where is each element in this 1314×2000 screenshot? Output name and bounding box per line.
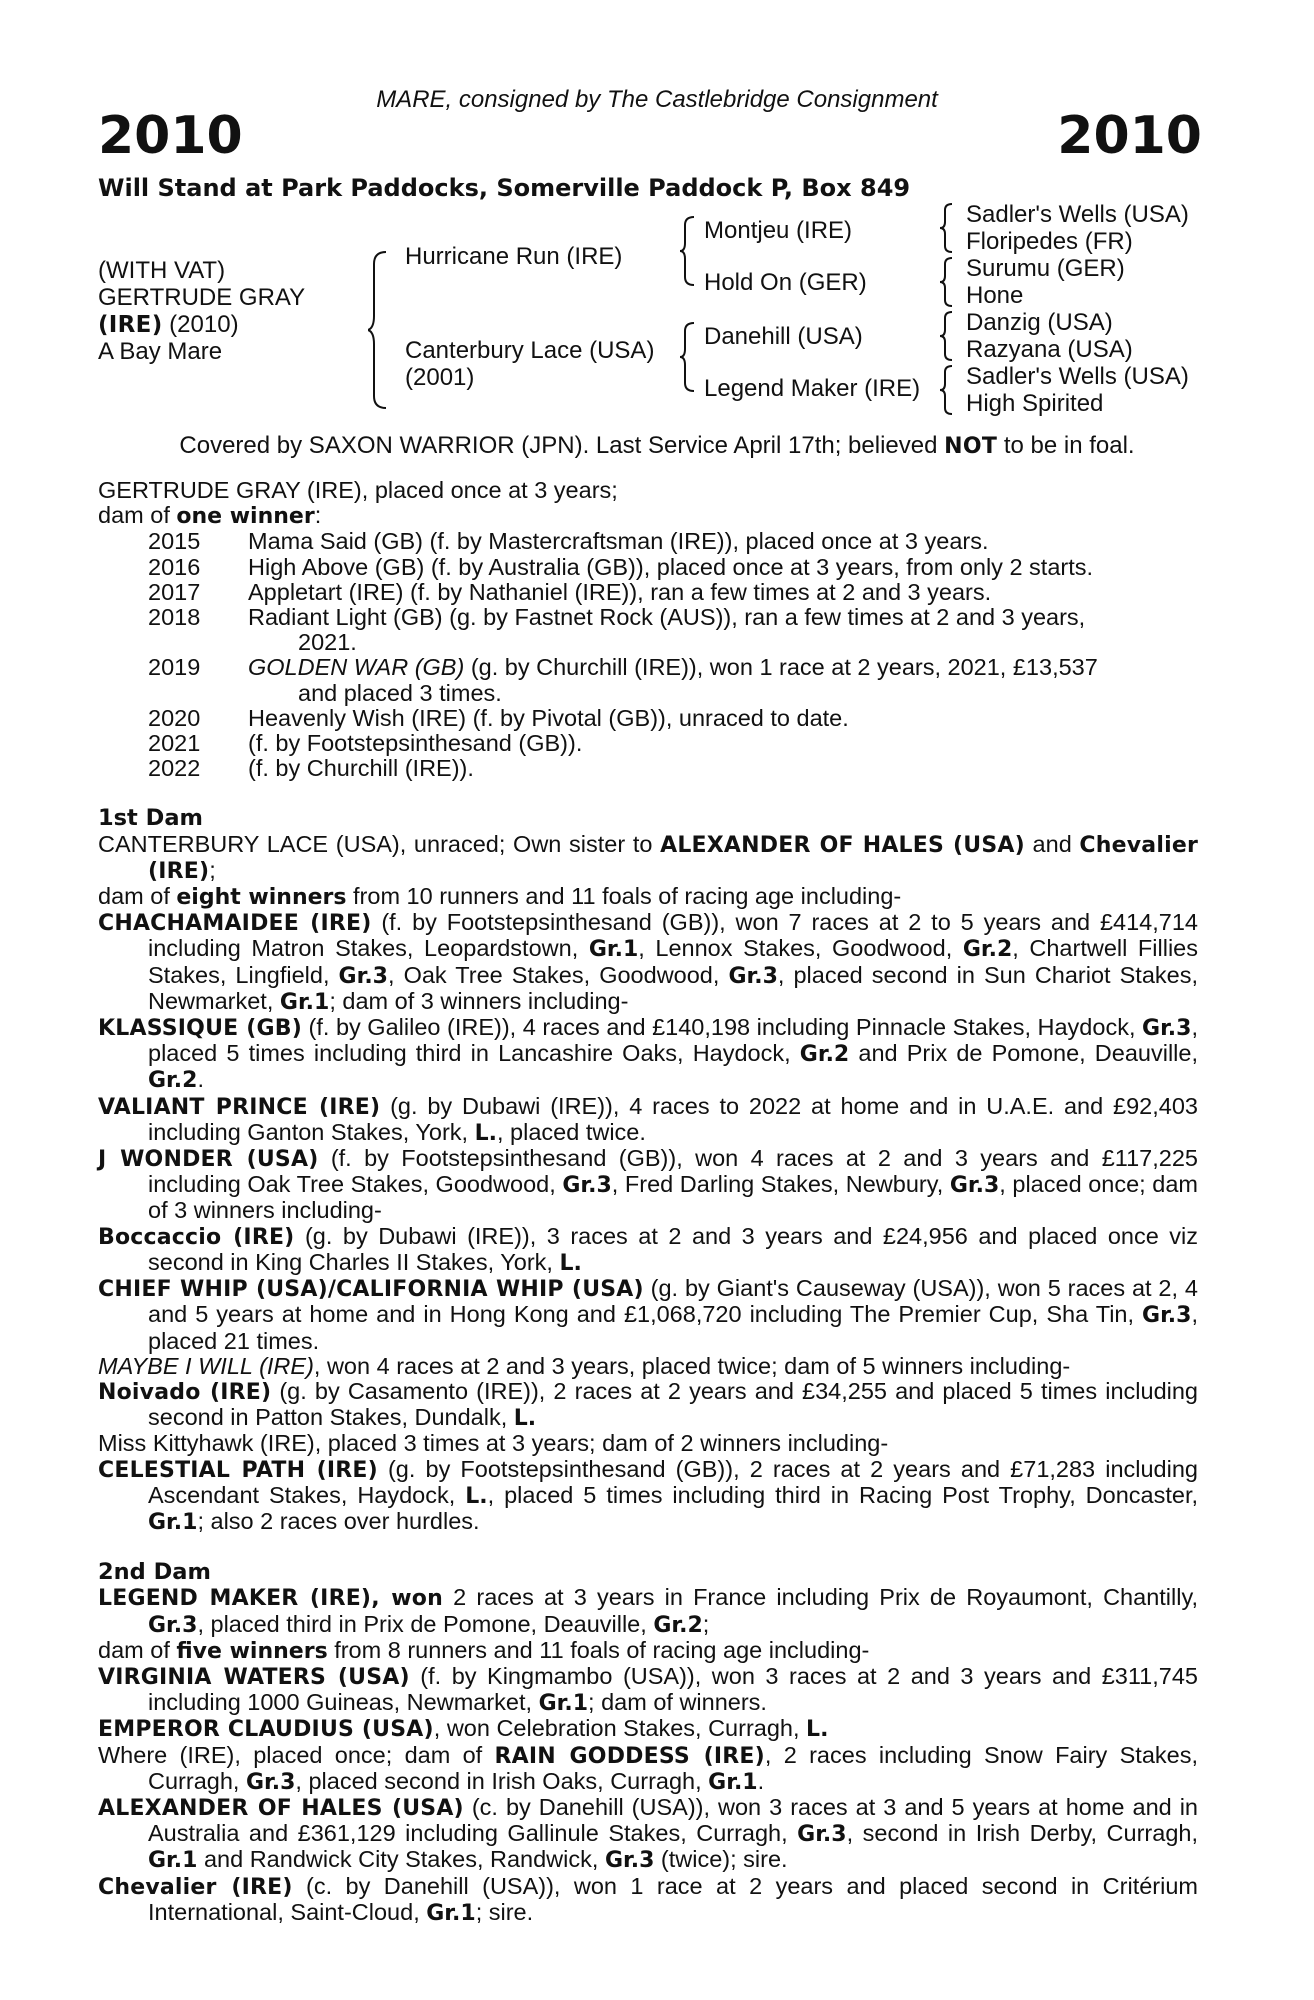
horse-description: A Bay Mare [98,338,223,365]
produce-item: 2022 (f. by Churchill (IRE)). [148,755,474,782]
first-dam-dam-of: dam of eight winners from 10 runners and 11 foals of racing age including- [98,883,902,911]
produce-item: 2016 High Above (GB) (f. by Australia (GB)), placed once at 3 years, from only 2 starts. [148,553,1094,580]
first-dam-produce-5a: CELESTIAL PATH (IRE) (g. by Footstepsinthesand (GB)), 2 races at 2 years and £71,283 including Ascendant Stakes, Haydock, L., placed 5 times including third in Racing Post Trophy, Doncaster, Gr.1; also 2 races over hurdles. [98,1455,1199,1535]
second-dam-dam-of: dam of five winners from 8 runners and 11 foals of racing age including- [98,1636,870,1664]
ancestor-3: Surumu (GER) [966,255,1125,282]
consignor-line: MARE, consigned by The Castlebridge Consignment [376,86,938,113]
ancestor-2: Floripedes (FR) [966,228,1133,255]
first-dam-produce-5: Miss Kittyhawk (IRE), placed 3 times at 3 years; dam of 2 winners including- [98,1430,889,1457]
produce-item-cont: and placed 3 times. [298,679,502,706]
produce-item: 2018 Radiant Light (GB) (g. by Fastnet Rock (AUS)), ran a few times at 2 and 3 years, [148,604,1086,631]
first-dam-produce-3: CHIEF WHIP (USA)/CALIFORNIA WHIP (USA) (g. by Giant's Causeway (USA)), won 5 races at 2, 4 and 5 years at home and in Hong Kong and £1,068,720 including The Premier Cup, Sha Tin, Gr.3, placed 21 times. [98,1275,1198,1354]
dam-sire: Danehill (USA) [704,323,863,350]
produce-item: 2015 Mama Said (GB) (f. by Mastercraftsman (IRE)), placed once at 3 years. [148,528,989,555]
catalogue-body [98,478,1198,1926]
second-dam-produce-2: ALEXANDER OF HALES (USA) (c. by Danehill (USA)), won 3 races at 3 and 5 years at home and in Australia and £361,129 including Gallinule Stakes, Curragh, Gr.3, second in Irish Derby, Curragh, Gr.1 and Randwick City Stakes, Randwick, Gr.3 (twice); sire. [98,1793,1198,1874]
vat-note: (WITH VAT) [98,257,226,284]
brace-g2 [940,256,954,308]
produce-item: 2021 (f. by Footstepsinthesand (GB)). [148,730,583,757]
produce-item-cont: 2021. [298,629,357,656]
dam-brace [680,321,696,393]
horse-origin: (IRE) (2010) [98,311,239,338]
ancestor-8: High Spirited [966,390,1104,417]
first-dam-produce-4: MAYBE I WILL (IRE), won 4 races at 2 and 3 years, placed twice; dam of 5 winners including- [98,1352,1071,1379]
brace-g4 [940,364,954,416]
main-brace [368,250,390,410]
sire-sire: Montjeu (IRE) [704,217,853,244]
year-right: 2010 [1057,106,1202,166]
sire-brace [680,215,696,287]
second-dam-produce-3: Chevalier (IRE) (c. by Danehill (USA)), won 1 race at 2 years and placed second in Critérium International, Saint-Cloud, Gr.1; sire. [98,1872,1198,1926]
produce-intro: GERTRUDE GRAY (IRE), placed once at 3 years; [98,477,618,503]
second-dam-heading: 2nd Dam [98,1559,211,1586]
produce-item: 2020 Heavenly Wish (IRE) (f. by Pivotal (GB)), unraced to date. [148,704,849,731]
stand-location: Will Stand at Park Paddocks, Somerville Paddock P, Box 849 [98,174,911,202]
ancestor-1: Sadler's Wells (USA) [966,201,1189,228]
horse-name: GERTRUDE GRAY [98,284,306,311]
ancestor-6: Razyana (USA) [966,336,1133,363]
covering-note: Covered by SAXON WARRIOR (JPN). Last Service April 17th; believed NOT to be in foal. [179,432,1135,459]
dam-dam: Legend Maker (IRE) [704,375,921,402]
produce-dam-of: dam of one winner: [98,502,322,530]
first-dam-intro: CANTERBURY LACE (USA), unraced; Own sister to ALEXANDER OF HALES (USA) and Chevalier (IRE); [98,830,1198,884]
second-dam-intro: LEGEND MAKER (IRE), won 2 races at 3 years in France including Prix de Royaumont, Chantilly, Gr.3, placed third in Prix de Pomone, Deauville, Gr.2; [98,1584,1198,1638]
ancestor-5: Danzig (USA) [966,309,1113,336]
second-dam-produce-1a: EMPEROR CLAUDIUS (USA), won Celebration Stakes, Curragh, L. [98,1715,829,1743]
year-left: 2010 [98,106,243,166]
sire-dam: Hold On (GER) [704,269,867,296]
brace-g3 [940,310,954,362]
first-dam-produce-2: J WONDER (USA) (f. by Footstepsinthesand (GB)), won 4 races at 2 and 3 years and £117,225 including Oak Tree Stakes, Goodwood, Gr.3, Fred Darling Stakes, Newbury, Gr.3, placed once; dam of 3 winners including- [98,1145,1198,1224]
second-dam-produce-1b: Where (IRE), placed once; dam of RAIN GODDESS (IRE), 2 races including Snow Fairy Stakes, Curragh, Gr.3, placed second in Irish Oaks, Curragh, Gr.1. [98,1741,1198,1795]
ancestor-7: Sadler's Wells (USA) [966,363,1189,390]
ancestor-4: Hone [966,282,1024,309]
first-dam-produce-1a: KLASSIQUE (GB) (f. by Galileo (IRE)), 4 races and £140,198 including Pinnacle Stakes, Haydock, Gr.3, placed 5 times including third in Lancashire Oaks, Haydock, Gr.2 and Prix de Pomone, Deauville, Gr.2. [98,1014,1198,1094]
first-dam-produce-2a: Boccaccio (IRE) (g. by Dubawi (IRE)), 3 races at 2 and 3 years and £24,956 and placed once viz second in King Charles II Stakes, York, L. [98,1222,1198,1276]
produce-item: 2019 GOLDEN WAR (GB) (g. by Churchill (IRE)), won 1 race at 2 years, 2021, £13,537 [148,654,1098,681]
first-dam-heading: 1st Dam [98,805,203,832]
first-dam-produce-1: CHACHAMAIDEE (IRE) (f. by Footstepsinthesand (GB)), won 7 races at 2 to 5 years and £414,714 including Matron Stakes, Leopardstown, Gr.1, Lennox Stakes, Goodwood, Gr.2, Chartwell Fillies Stakes, Lingfield, Gr.3, Oak Tree Stakes, Goodwood, Gr.3, placed second in Sun Chariot Stakes, Newmarket, Gr.1; dam of 3 winners including- [98,909,1198,1015]
first-dam-produce-4a: Noivado (IRE) (g. by Casamento (IRE)), 2 races at 2 years and £34,255 and placed 5 times including second in Patton Stakes, Dundalk, L. [98,1377,1198,1432]
produce-item: 2017 Appletart (IRE) (f. by Nathaniel (IRE)), ran a few times at 2 and 3 years. [148,578,992,605]
brace-g1 [940,202,954,254]
sire: Hurricane Run (IRE) [405,243,623,270]
dam: Canterbury Lace (USA) [405,337,655,364]
second-dam-produce-1: VIRGINIA WATERS (USA) (f. by Kingmambo (USA)), won 3 races at 2 and 3 years and £311,745 including 1000 Guineas, Newmarket, Gr.1; dam of winners. [98,1662,1198,1717]
dam-year: (2001) [405,364,475,391]
first-dam-produce-1b: VALIANT PRINCE (IRE) (g. by Dubawi (IRE)), 4 races to 2022 at home and in U.A.E. and £92,403 including Ganton Stakes, York, L., placed twice. [98,1092,1198,1146]
